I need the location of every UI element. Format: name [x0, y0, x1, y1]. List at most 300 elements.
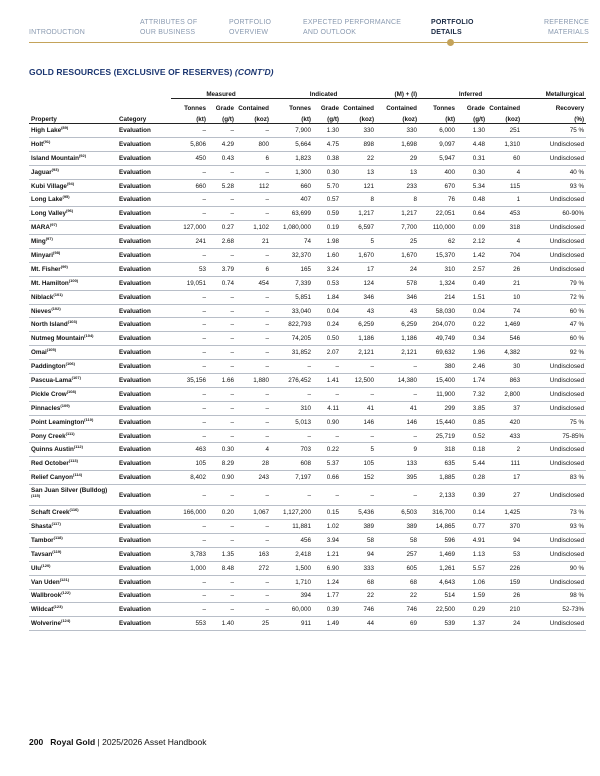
value-cell: 1,300 — [271, 165, 313, 179]
property-name — [29, 193, 117, 207]
value-cell: 112 — [236, 179, 271, 193]
property-name — [29, 360, 117, 374]
value-cell: – — [341, 360, 376, 374]
value-cell: 93 % — [522, 179, 586, 193]
value-cell: 37 — [487, 401, 522, 415]
value-cell: – — [236, 165, 271, 179]
table-row — [29, 221, 586, 235]
value-cell: – — [171, 249, 208, 263]
value-cell: 1,324 — [419, 276, 457, 290]
value-cell: 407 — [271, 193, 313, 207]
category-cell: Evaluation — [117, 304, 171, 318]
value-cell: – — [236, 304, 271, 318]
property-label: Van Uden — [31, 578, 60, 586]
value-cell: Undisclosed — [522, 249, 586, 263]
value-cell: 60 — [487, 151, 522, 165]
value-cell: – — [208, 520, 236, 534]
value-cell: 24 — [376, 262, 419, 276]
value-cell: 0.90 — [208, 471, 236, 485]
value-cell: 5.34 — [457, 179, 487, 193]
value-cell: 17 — [487, 471, 522, 485]
table-row — [29, 561, 586, 575]
value-cell: 68 — [341, 575, 376, 589]
nav-item-2[interactable] — [229, 18, 271, 38]
value-cell: – — [208, 249, 236, 263]
value-cell: 454 — [236, 276, 271, 290]
value-cell: 5,664 — [271, 137, 313, 151]
property-label: Quinns Austin — [31, 446, 74, 454]
value-cell: 8.29 — [208, 457, 236, 471]
value-cell: 152 — [341, 471, 376, 485]
value-cell: 58 — [376, 533, 419, 547]
value-cell: – — [208, 290, 236, 304]
value-cell: 0.64 — [457, 207, 487, 221]
nav-item-line2: OUR BUSINESS — [140, 29, 196, 36]
value-cell: 63,699 — [271, 207, 313, 221]
value-cell: Undisclosed — [522, 193, 586, 207]
value-cell: 8 — [376, 193, 419, 207]
h-tonnes: Tonnes — [289, 105, 312, 112]
property-name — [29, 547, 117, 561]
table-row — [29, 151, 586, 165]
value-cell: 1,127,200 — [271, 506, 313, 520]
value-cell: – — [313, 387, 341, 401]
value-cell: – — [271, 429, 313, 443]
value-cell: 75 % — [522, 124, 586, 138]
value-cell: 53 — [171, 262, 208, 276]
value-cell: – — [236, 346, 271, 360]
nav-item-5[interactable] — [544, 18, 589, 38]
value-cell: Undisclosed — [522, 533, 586, 547]
page-footer — [29, 737, 207, 747]
value-cell: – — [171, 520, 208, 534]
value-cell: – — [171, 415, 208, 429]
value-cell: 898 — [341, 137, 376, 151]
footnote-ref: (106) — [65, 360, 75, 366]
value-cell: 1.30 — [313, 124, 341, 138]
property-label: Niblack — [31, 293, 54, 301]
value-cell: – — [208, 387, 236, 401]
category-cell: Evaluation — [117, 374, 171, 388]
footnote-ref: (107) — [71, 374, 81, 380]
value-cell: 76 — [419, 193, 457, 207]
value-cell: 1.77 — [313, 589, 341, 603]
value-cell: 0.50 — [313, 332, 341, 346]
value-cell: 32,370 — [271, 249, 313, 263]
nav-item-1[interactable] — [140, 18, 197, 38]
property-name — [29, 207, 117, 221]
value-cell: 1.02 — [313, 520, 341, 534]
nav-item-line2: INTRODUCTION — [29, 29, 86, 36]
value-cell: 0.34 — [457, 332, 487, 346]
value-cell: – — [171, 124, 208, 138]
page-number: 200 — [29, 737, 44, 747]
property-name — [29, 151, 117, 165]
value-cell: 60-90% — [522, 207, 586, 221]
value-cell: 14,865 — [419, 520, 457, 534]
value-cell: – — [236, 603, 271, 617]
table-row — [29, 533, 586, 547]
value-cell: – — [236, 290, 271, 304]
brand-name: Royal Gold — [50, 737, 96, 747]
table-row — [29, 471, 586, 485]
value-cell: 670 — [419, 179, 457, 193]
value-cell: – — [341, 429, 376, 443]
nav-divider — [29, 42, 588, 43]
value-cell: 72 % — [522, 290, 586, 304]
u-koz: (koz) — [236, 112, 271, 124]
value-cell: Undisclosed — [522, 443, 586, 457]
value-cell: 6,503 — [376, 506, 419, 520]
value-cell: 15,400 — [419, 374, 457, 388]
units-row — [29, 112, 586, 124]
value-cell: 22 — [341, 151, 376, 165]
nav-item-4[interactable] — [431, 18, 474, 38]
value-cell: 1,080,000 — [271, 221, 313, 235]
value-cell: 110,000 — [419, 221, 457, 235]
property-label: Mt. Hamilton — [31, 279, 69, 287]
footnote-ref: (103) — [67, 319, 78, 325]
value-cell: – — [208, 304, 236, 318]
property-label: Kubi Village — [31, 182, 67, 190]
category-cell: Evaluation — [117, 276, 171, 290]
value-cell: 35,156 — [171, 374, 208, 388]
value-cell: 0.43 — [208, 151, 236, 165]
property-label: Pascua-Lama — [31, 376, 72, 384]
value-cell: 370 — [487, 520, 522, 534]
property-name — [29, 137, 117, 151]
u-pct: (%) — [522, 112, 586, 124]
section-title — [29, 67, 274, 77]
value-cell: 13 — [341, 165, 376, 179]
category-cell: Evaluation — [117, 547, 171, 561]
value-cell: 21 — [236, 235, 271, 249]
value-cell: 21 — [487, 276, 522, 290]
value-cell: 0.74 — [208, 276, 236, 290]
value-cell: 553 — [171, 617, 208, 631]
value-cell: – — [236, 415, 271, 429]
value-cell: 1,217 — [341, 207, 376, 221]
value-cell: 146 — [376, 415, 419, 429]
value-cell: 1,823 — [271, 151, 313, 165]
value-cell: 251 — [487, 124, 522, 138]
value-cell: 19,051 — [171, 276, 208, 290]
value-cell: Undisclosed — [522, 262, 586, 276]
value-cell: – — [236, 249, 271, 263]
section-title-text: GOLD RESOURCES (EXCLUSIVE OF RESERVES) — [29, 67, 233, 77]
value-cell: 1.74 — [457, 374, 487, 388]
value-cell: – — [376, 429, 419, 443]
value-cell: 3.79 — [208, 262, 236, 276]
value-cell: – — [171, 485, 208, 506]
property-label: Pinnacles — [31, 404, 61, 412]
value-cell: 539 — [419, 617, 457, 631]
property-label: Wolverine — [31, 620, 61, 628]
value-cell: 863 — [487, 374, 522, 388]
value-cell: 2 — [487, 443, 522, 457]
table-body — [29, 124, 586, 631]
category-cell: Evaluation — [117, 235, 171, 249]
footnote-ref: (99) — [60, 263, 68, 269]
value-cell: 389 — [376, 520, 419, 534]
nav-item-line1 — [29, 18, 85, 28]
table-row — [29, 360, 586, 374]
value-cell: 456 — [271, 533, 313, 547]
value-cell: 6,597 — [341, 221, 376, 235]
value-cell: 1,698 — [376, 137, 419, 151]
value-cell: 1.98 — [313, 235, 341, 249]
value-cell: 5,851 — [271, 290, 313, 304]
footnote-ref: (97) — [49, 222, 58, 228]
value-cell: – — [208, 603, 236, 617]
value-cell: 2.46 — [457, 360, 487, 374]
property-label: Island Mountain — [31, 154, 79, 162]
category-cell: Evaluation — [117, 561, 171, 575]
active-section-marker — [447, 39, 454, 46]
value-cell: 1.24 — [313, 575, 341, 589]
category-cell: Evaluation — [117, 415, 171, 429]
value-cell: 10 — [487, 290, 522, 304]
category-cell: Evaluation — [117, 137, 171, 151]
value-cell: 0.59 — [313, 207, 341, 221]
value-cell: 159 — [487, 575, 522, 589]
value-cell: 6 — [236, 262, 271, 276]
value-cell: – — [171, 360, 208, 374]
value-cell: 15,370 — [419, 249, 457, 263]
value-cell: 93 % — [522, 520, 586, 534]
value-cell: 1,310 — [487, 137, 522, 151]
value-cell: 26 — [487, 589, 522, 603]
table-row — [29, 193, 586, 207]
table-row — [29, 485, 586, 506]
value-cell: 24 — [487, 617, 522, 631]
value-cell: 1.96 — [457, 346, 487, 360]
value-cell: 2.07 — [313, 346, 341, 360]
value-cell: 53 — [487, 547, 522, 561]
value-cell: 90 % — [522, 561, 586, 575]
value-cell: 6,259 — [376, 318, 419, 332]
u-koz: (koz) — [487, 112, 522, 124]
value-cell: 596 — [419, 533, 457, 547]
nav-item-line1: PORTFOLIO — [229, 19, 272, 26]
table-row — [29, 374, 586, 388]
h-grade: Grade — [320, 105, 340, 112]
value-cell: 43 — [376, 304, 419, 318]
value-cell: 7.32 — [457, 387, 487, 401]
value-cell: 4 — [236, 443, 271, 457]
property-label: Tambor — [31, 536, 54, 544]
group-inferred: Inferred — [419, 84, 522, 99]
value-cell: – — [313, 485, 341, 506]
value-cell: 11,881 — [271, 520, 313, 534]
value-cell: 2.68 — [208, 235, 236, 249]
property-name — [29, 561, 117, 575]
property-name — [29, 575, 117, 589]
property-label: Long Valley — [31, 210, 66, 218]
value-cell: 822,793 — [271, 318, 313, 332]
value-cell: 6,259 — [341, 318, 376, 332]
value-cell: 47 % — [522, 318, 586, 332]
property-name — [29, 304, 117, 318]
category-cell: Evaluation — [117, 318, 171, 332]
category-cell: Evaluation — [117, 124, 171, 138]
value-cell: – — [208, 193, 236, 207]
value-cell: 25 — [376, 235, 419, 249]
value-cell: 1.40 — [208, 617, 236, 631]
table-row — [29, 332, 586, 346]
value-cell: 5.57 — [457, 561, 487, 575]
value-cell: 3.85 — [457, 401, 487, 415]
property-name — [29, 471, 117, 485]
property-label: Ulu — [31, 564, 42, 572]
footnote-ref: (89) — [61, 124, 69, 130]
property-name — [29, 457, 117, 471]
value-cell: 1,261 — [419, 561, 457, 575]
value-cell: 2,418 — [271, 547, 313, 561]
footnote-ref: (115) — [31, 493, 41, 499]
value-cell: – — [313, 429, 341, 443]
footnote-ref: (94) — [66, 180, 75, 186]
value-cell: 27 — [487, 485, 522, 506]
table-row — [29, 207, 586, 221]
footnote-ref: (104) — [84, 333, 94, 339]
value-cell: 0.14 — [457, 506, 487, 520]
value-cell: 14,380 — [376, 374, 419, 388]
footnote-ref: (112) — [73, 444, 83, 450]
value-cell: – — [171, 387, 208, 401]
value-cell: 0.31 — [457, 151, 487, 165]
value-cell: – — [236, 401, 271, 415]
value-cell: Undisclosed — [522, 137, 586, 151]
value-cell: 12,500 — [341, 374, 376, 388]
value-cell: – — [171, 603, 208, 617]
footnote-ref: (92) — [78, 152, 87, 158]
value-cell: 5,013 — [271, 415, 313, 429]
value-cell: 0.22 — [313, 443, 341, 457]
value-cell: 43 — [341, 304, 376, 318]
property-label: Minyari — [31, 251, 54, 259]
value-cell: 4.91 — [457, 533, 487, 547]
property-name — [29, 429, 117, 443]
h-category: Category — [117, 112, 171, 124]
value-cell: – — [208, 124, 236, 138]
value-cell: – — [236, 318, 271, 332]
value-cell: 9 — [376, 443, 419, 457]
value-cell: 22 — [341, 589, 376, 603]
value-cell: 5.44 — [457, 457, 487, 471]
value-cell: 6 — [236, 151, 271, 165]
property-label: Schaft Creek — [31, 509, 70, 517]
value-cell: 3.24 — [313, 262, 341, 276]
value-cell: 4.11 — [313, 401, 341, 415]
value-cell: 346 — [341, 290, 376, 304]
value-cell: 243 — [236, 471, 271, 485]
value-cell: 310 — [419, 262, 457, 276]
footnote-ref: (100) — [68, 277, 79, 283]
category-cell: Evaluation — [117, 506, 171, 520]
value-cell: 5.28 — [208, 179, 236, 193]
property-name — [29, 506, 117, 520]
u-kt: (kt) — [171, 112, 208, 124]
value-cell: 0.38 — [313, 151, 341, 165]
category-cell: Evaluation — [117, 471, 171, 485]
value-cell: 310 — [271, 401, 313, 415]
value-cell: 257 — [376, 547, 419, 561]
table-row — [29, 276, 586, 290]
value-cell: – — [208, 318, 236, 332]
property-label: Long Lake — [31, 196, 63, 204]
category-cell: Evaluation — [117, 520, 171, 534]
property-label: Paddington — [31, 363, 66, 371]
value-cell: 127,000 — [171, 221, 208, 235]
value-cell: 75-85% — [522, 429, 586, 443]
value-cell: 1.13 — [457, 547, 487, 561]
value-cell: 7,339 — [271, 276, 313, 290]
group-indicated: Indicated — [271, 84, 376, 99]
value-cell: – — [236, 429, 271, 443]
value-cell: 2,800 — [487, 387, 522, 401]
value-cell: 5 — [341, 235, 376, 249]
property-label: Nutmeg Mountain — [31, 335, 85, 343]
value-cell: 25 — [236, 617, 271, 631]
value-cell: 0.19 — [313, 221, 341, 235]
value-cell: 98 % — [522, 589, 586, 603]
value-cell: 214 — [419, 290, 457, 304]
property-label: Red October — [31, 460, 69, 468]
value-cell: 1,067 — [236, 506, 271, 520]
value-cell: 4.48 — [457, 137, 487, 151]
value-cell: 911 — [271, 617, 313, 631]
section-title-cont: (CONT'D) — [234, 67, 274, 77]
value-cell: 0.48 — [457, 193, 487, 207]
category-cell: Evaluation — [117, 193, 171, 207]
value-cell: 58,030 — [419, 304, 457, 318]
value-cell: 746 — [376, 603, 419, 617]
value-cell: – — [171, 165, 208, 179]
value-cell: 17 — [341, 262, 376, 276]
value-cell: 0.22 — [457, 318, 487, 332]
nav-item-0[interactable] — [29, 18, 85, 38]
value-cell: 40 % — [522, 165, 586, 179]
value-cell: 69,632 — [419, 346, 457, 360]
value-cell: 11,900 — [419, 387, 457, 401]
value-cell: 60 % — [522, 304, 586, 318]
value-cell: 165 — [271, 262, 313, 276]
nav-item-3[interactable] — [303, 18, 401, 38]
value-cell: Undisclosed — [522, 617, 586, 631]
value-cell: Undisclosed — [522, 221, 586, 235]
value-cell: 0.27 — [208, 221, 236, 235]
footnote-ref: (110) — [84, 416, 94, 422]
value-cell: 74 — [487, 304, 522, 318]
value-cell: 0.53 — [313, 276, 341, 290]
value-cell: 58 — [341, 533, 376, 547]
value-cell: 4.75 — [313, 137, 341, 151]
category-cell: Evaluation — [117, 443, 171, 457]
value-cell: – — [236, 589, 271, 603]
value-cell: 1,500 — [271, 561, 313, 575]
footnote-ref: (101) — [53, 291, 63, 297]
value-cell: 1,186 — [341, 332, 376, 346]
value-cell: 1.49 — [313, 617, 341, 631]
value-cell: 1,710 — [271, 575, 313, 589]
value-cell: 74 — [271, 235, 313, 249]
value-cell: 4,643 — [419, 575, 457, 589]
property-name — [29, 374, 117, 388]
value-cell: 346 — [376, 290, 419, 304]
value-cell: 233 — [376, 179, 419, 193]
value-cell: 330 — [376, 124, 419, 138]
